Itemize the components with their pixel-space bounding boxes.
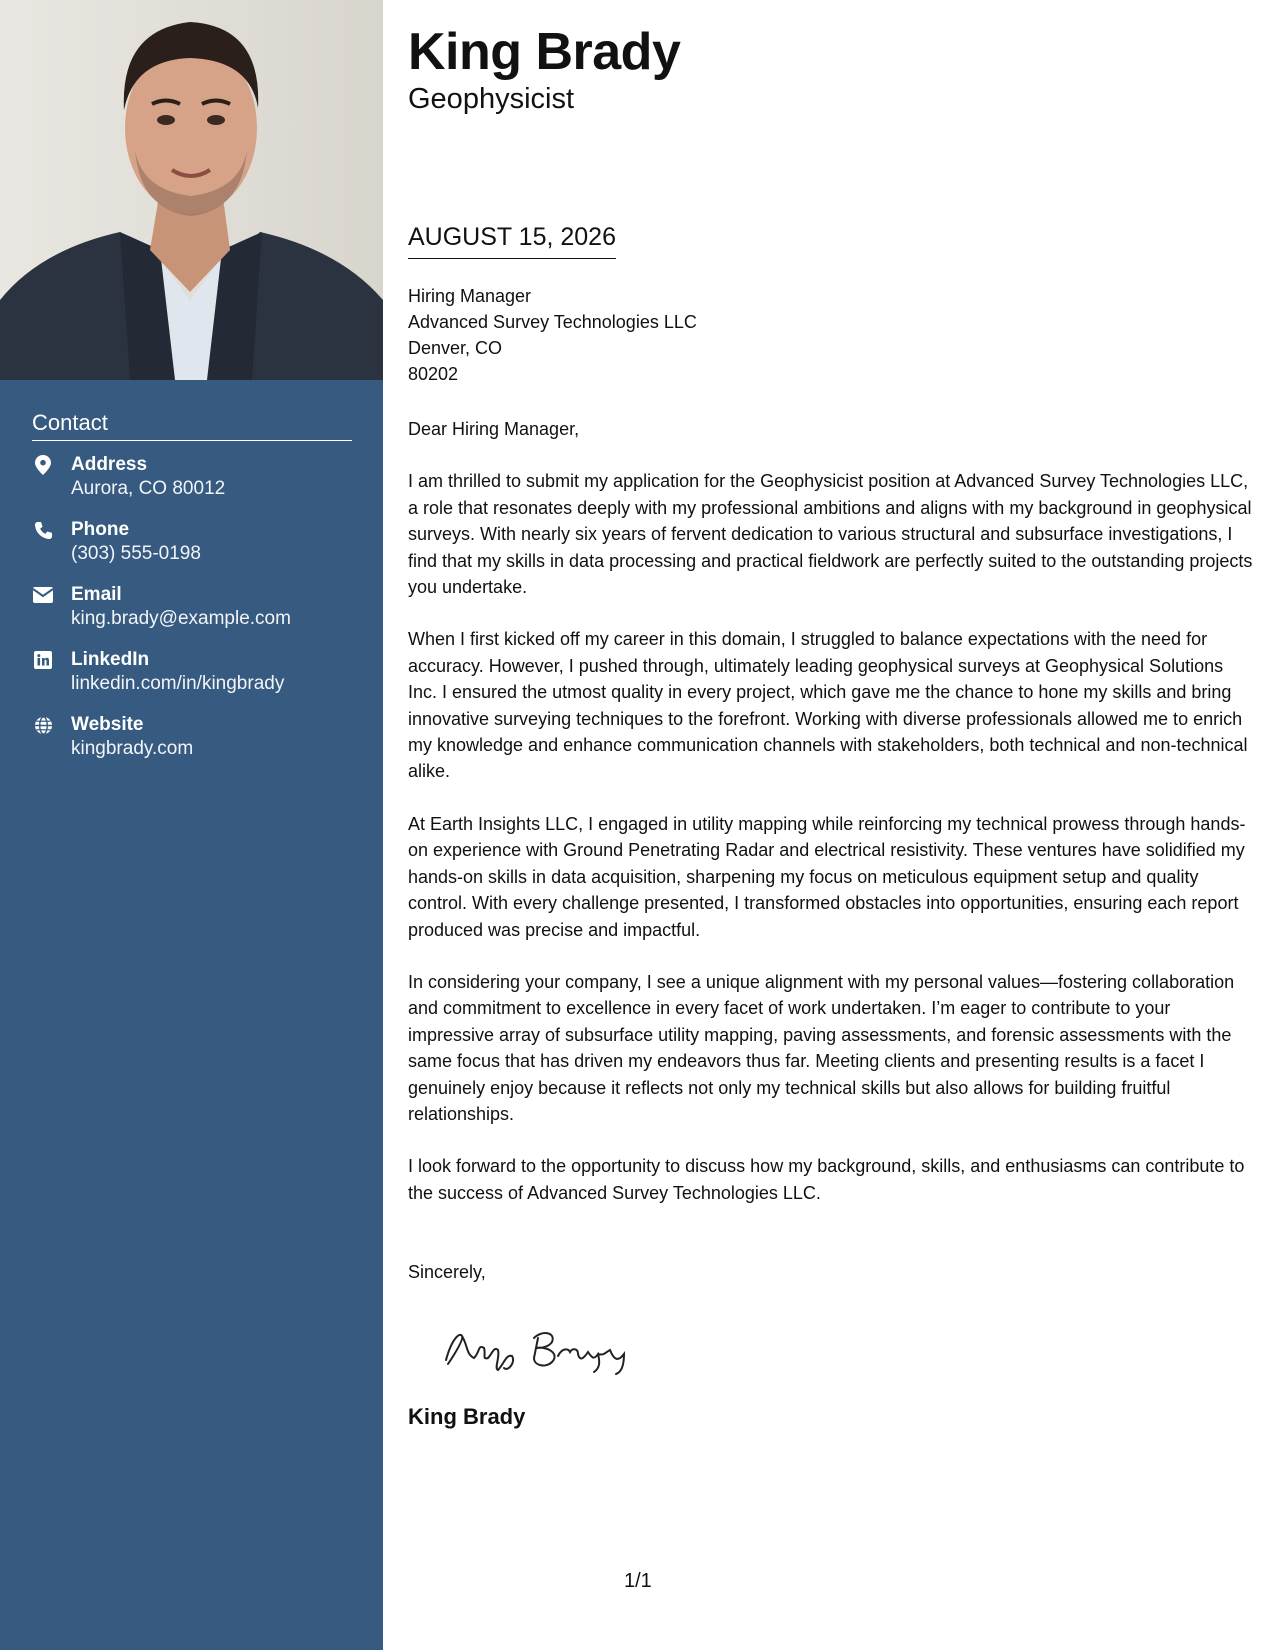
portrait-image <box>0 0 383 380</box>
contact-heading: Contact <box>32 410 352 441</box>
body-paragraph: In considering your company, I see a unique alignment with my personal values—fostering collaboration and commitment to excellence in every facet of work undertaken. I’m eager to contribute to your impressive array of subsurface utility mapping, paving assessments, and forensic assessments with the same focus that has driven my endeavors thus far. Meeting clients and presenting results is a facet I genuinely enjoy because it reflects not only my technical skills but also allows for building fruitful relationships. <box>408 971 1235 1124</box>
contact-address <box>32 453 352 501</box>
letter-date: AUGUST 15, 2026 <box>408 223 616 259</box>
closing: Sincerely, <box>408 1262 486 1282</box>
website-value: kingbrady.com <box>71 738 194 759</box>
linkedin-value: linkedin.com/in/kingbrady <box>71 673 285 694</box>
salutation: Dear Hiring Manager, <box>408 419 580 439</box>
page-number: 1/1 <box>624 1570 652 1592</box>
recipient-line: Hiring Manager <box>408 286 532 306</box>
phone-value: (303) 555-0198 <box>71 543 201 564</box>
address-label: Address <box>71 454 148 475</box>
body-paragraph: I look forward to the opportunity to discuss how my background, skills, and enthusiasms can contribute to the success of Advanced Survey Technologies LLC. <box>408 1156 1245 1203</box>
email-value: king.brady@example.com <box>71 608 291 629</box>
contact-email <box>32 583 352 631</box>
body-paragraph: When I first kicked off my career in this domain, I struggled to balance expectations with the need for accuracy. However, I pushed through, ultimately leading geophysical surveys at Geophysical Solutions Inc. I ensured the utmost quality in every project, which gave me the chance to hone my skills and bring innovative surveying techniques to the forefront. Working with diverse professionals allowed me to enrich my knowledge and enhance communication channels with stakeholders, both technical and non-technical alike. <box>408 629 1248 782</box>
contact-linkedin <box>32 648 352 696</box>
phone-label: Phone <box>71 519 130 540</box>
handwritten-signature <box>438 1318 638 1383</box>
recipient-line: Denver, CO <box>408 338 503 358</box>
globe-icon <box>32 714 54 736</box>
contact-section <box>32 410 352 778</box>
linkedin-label: LinkedIn <box>71 649 150 670</box>
profile-photo <box>0 0 383 380</box>
contact-website <box>32 713 352 761</box>
recipient-line: 80202 <box>408 364 459 384</box>
signed-name: King Brady <box>408 1404 526 1429</box>
job-title: Geophysicist <box>408 83 575 115</box>
letter-body <box>408 416 1253 1232</box>
email-label: Email <box>71 584 122 605</box>
phone-icon <box>32 519 54 541</box>
recipient-line: Advanced Survey Technologies LLC <box>408 312 697 332</box>
website-label: Website <box>71 714 144 735</box>
linkedin-icon <box>32 649 54 671</box>
map-pin-icon <box>32 454 54 476</box>
body-paragraph: I am thrilled to submit my application for the Geophysicist position at Advanced Survey Technologies LLC, a role that resonates deeply with my professional ambitions and aligns with my background in geophysical surveys. With nearly six years of fervent dedication to various structural and subsurface investigations, I find that my skills in data processing and practical fieldwork are perfectly suited to the outstanding projects you undertake. <box>408 471 1253 598</box>
recipient-block <box>408 283 697 387</box>
contact-phone <box>32 518 352 566</box>
applicant-name: King Brady <box>408 23 681 81</box>
address-value: Aurora, CO 80012 <box>71 478 226 499</box>
body-paragraph: At Earth Insights LLC, I engaged in utility mapping while reinforcing my technical prowess through hands-on experience with Ground Penetrating Radar and electrical resistivity. These ventures have solidified my hands-on skills in data acquisition, sharpening my focus on meticulous equipment setup and quality control. With every challenge presented, I transformed obstacles into opportunities, ensuring each report produced was precise and impactful. <box>408 813 1246 940</box>
envelope-icon <box>32 584 54 606</box>
sidebar <box>0 0 383 1650</box>
